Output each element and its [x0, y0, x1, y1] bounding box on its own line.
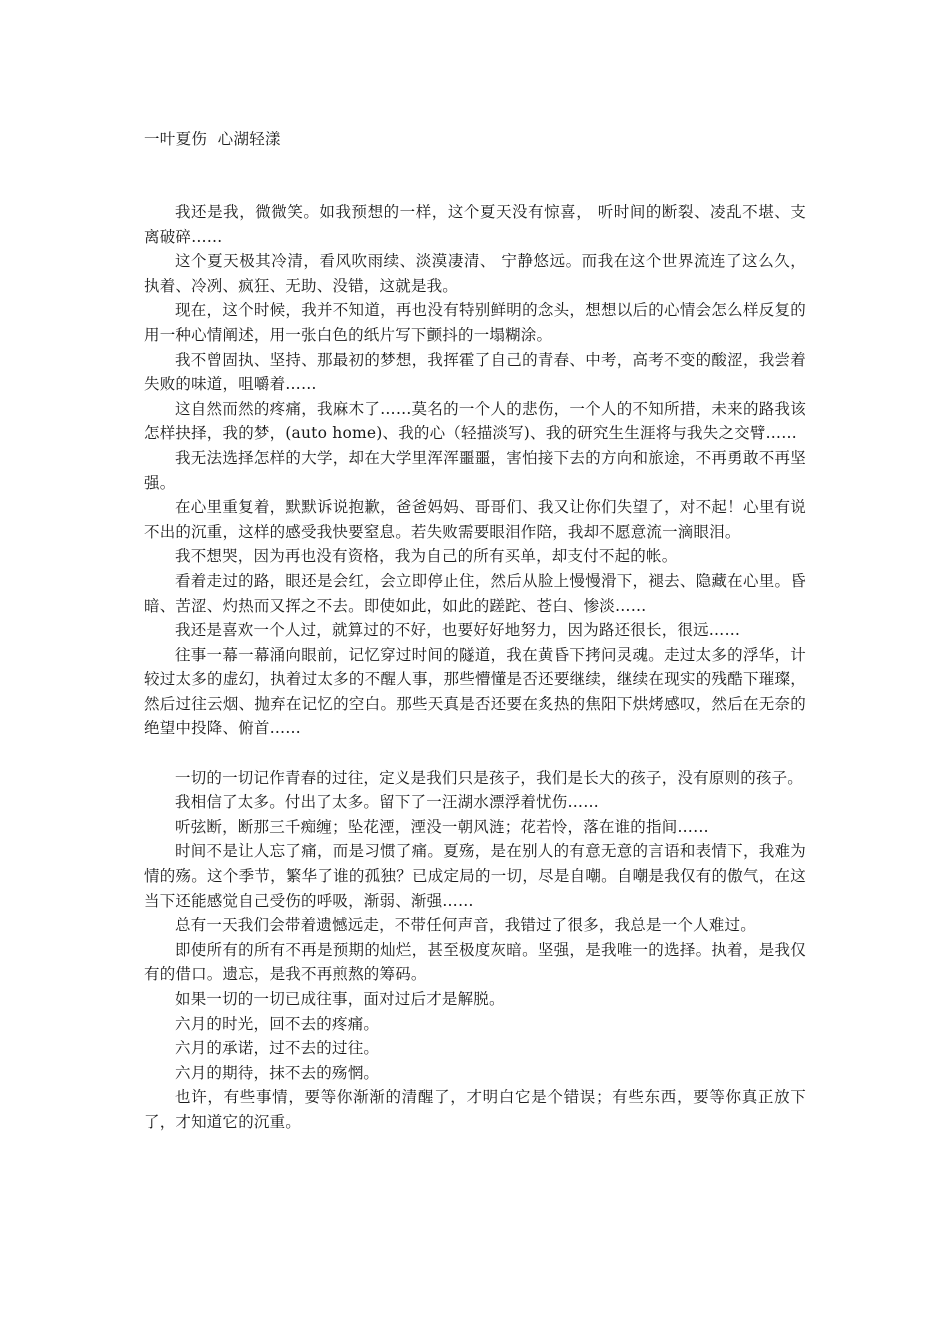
paragraph-14: 听弦断，断那三千痴缠；坠花湮，湮没一朝风涟；花若怜，落在谁的指间……	[175, 817, 709, 836]
document-body	[144, 200, 806, 1135]
paragraph-19: 六月的时光，回不去的疼痛。	[175, 1014, 380, 1033]
paragraph-10: 我还是喜欢一个人过，就算过的不好，也要好好地努力，因为路还很长，很远……	[175, 621, 741, 640]
paragraph-5: 这自然而然的疼痛，我麻木了……莫名的一个人的悲伤，一个人的不知所措，未来的路我该怎样抉择，我的梦，(auto home)、我的心（轻描淡写)、我的研究生生涯将与我失之交臂……	[144, 399, 806, 443]
paragraph-12: 一切的一切记作青春的过往，定义是我们只是孩子，我们是长大的孩子，没有原则的孩子。	[175, 768, 804, 787]
paragraph-22: 也许，有些事情，要等你渐渐的清醒了，才明白它是个错误；有些东西，要等你真正放下了，才知道它的沉重。	[144, 1088, 806, 1131]
paragraph-11: 往事一幕一幕涌向眼前，记忆穿过时间的隧道，我在黄昏下拷问灵魂。走过太多的浮华，计较过太多的虚幻，执着过太多的不醒人事，那些懵懂是否还要继续，继续在现实的残酷下璀璨，然后过往云烟、抛弃在记忆的空白。那些天真是否还要在炙热的焦阳下烘烤感叹，然后在无奈的绝望中投降、俯首……	[144, 645, 806, 738]
paragraph-13: 我相信了太多。付出了太多。留下了一汪湖水漂浮着忧伤……	[175, 793, 599, 812]
paragraph-15: 时间不是让人忘了痛，而是习惯了痛。夏殇，是在别人的有意无意的言语和表情下，我难为情的殇。这个季节，繁华了谁的孤独？已成定局的一切，尽是自嘲。自嘲是我仅有的傲气，在这当下还能感觉自己受伤的呼吸，渐弱、渐强……	[144, 842, 806, 910]
paragraph-2: 这个夏天极其冷清，看风吹雨续、淡漠凄清、 宁静悠远。而我在这个世界流连了这么久，执着、冷冽、疯狂、无助、没错，这就是我。	[144, 252, 806, 295]
paragraph-21: 六月的期待，抹不去的殇惘。	[175, 1063, 380, 1082]
paragraph-1: 我还是我，微微笑。如我预想的一样，这个夏天没有惊喜， 听时间的断裂、凌乱不堪、支离破碎……	[144, 203, 806, 246]
paragraph-3: 现在，这个时候，我并不知道，再也没有特别鲜明的念头，想想以后的心情会怎么样反复的用一种心情阐述，用一张白色的纸片写下颤抖的一塌糊涂。	[144, 301, 806, 344]
paragraph-6: 我无法选择怎样的大学，却在大学里浑浑噩噩，害怕接下去的方向和旅途，不再勇敢不再坚强。	[144, 448, 806, 492]
paragraph-9: 看着走过的路，眼还是会红，会立即停止住，然后从脸上慢慢滑下，褪去、隐藏在心里。昏暗、苦涩、灼热而又挥之不去。即使如此，如此的蹉跎、苍白、惨淡……	[144, 571, 806, 615]
paragraph-17: 即使所有的所有不再是预期的灿烂，甚至极度灰暗。坚强，是我唯一的选择。执着，是我仅有的借口。遗忘，是我不再煎熬的筹码。	[144, 940, 806, 984]
paragraph-4: 我不曾固执、坚持、那最初的梦想，我挥霍了自己的青春、中考，高考不变的酸涩，我尝着失败的味道，咀嚼着……	[144, 350, 806, 394]
paragraph-7: 在心里重复着，默默诉说抱歉，爸爸妈妈、哥哥们、我又让你们失望了，对不起！心里有说不出的沉重，这样的感受我快要窒息。若失败需要眼泪作陪，我却不愿意流一滴眼泪。	[144, 498, 806, 541]
document-title: 一叶夏伤 心湖轻漾	[144, 130, 281, 148]
paragraph-20: 六月的承诺，过不去的过往。	[175, 1039, 380, 1058]
paragraph-16: 总有一天我们会带着遗憾远走，不带任何声音，我错过了很多，我总是一个人难过。	[175, 916, 756, 935]
paragraph-8: 我不想哭，因为再也没有资格，我为自己的所有买单，却支付不起的帐。	[175, 547, 678, 566]
paragraph-18: 如果一切的一切已成往事，面对过后才是解脱。	[175, 990, 505, 1008]
